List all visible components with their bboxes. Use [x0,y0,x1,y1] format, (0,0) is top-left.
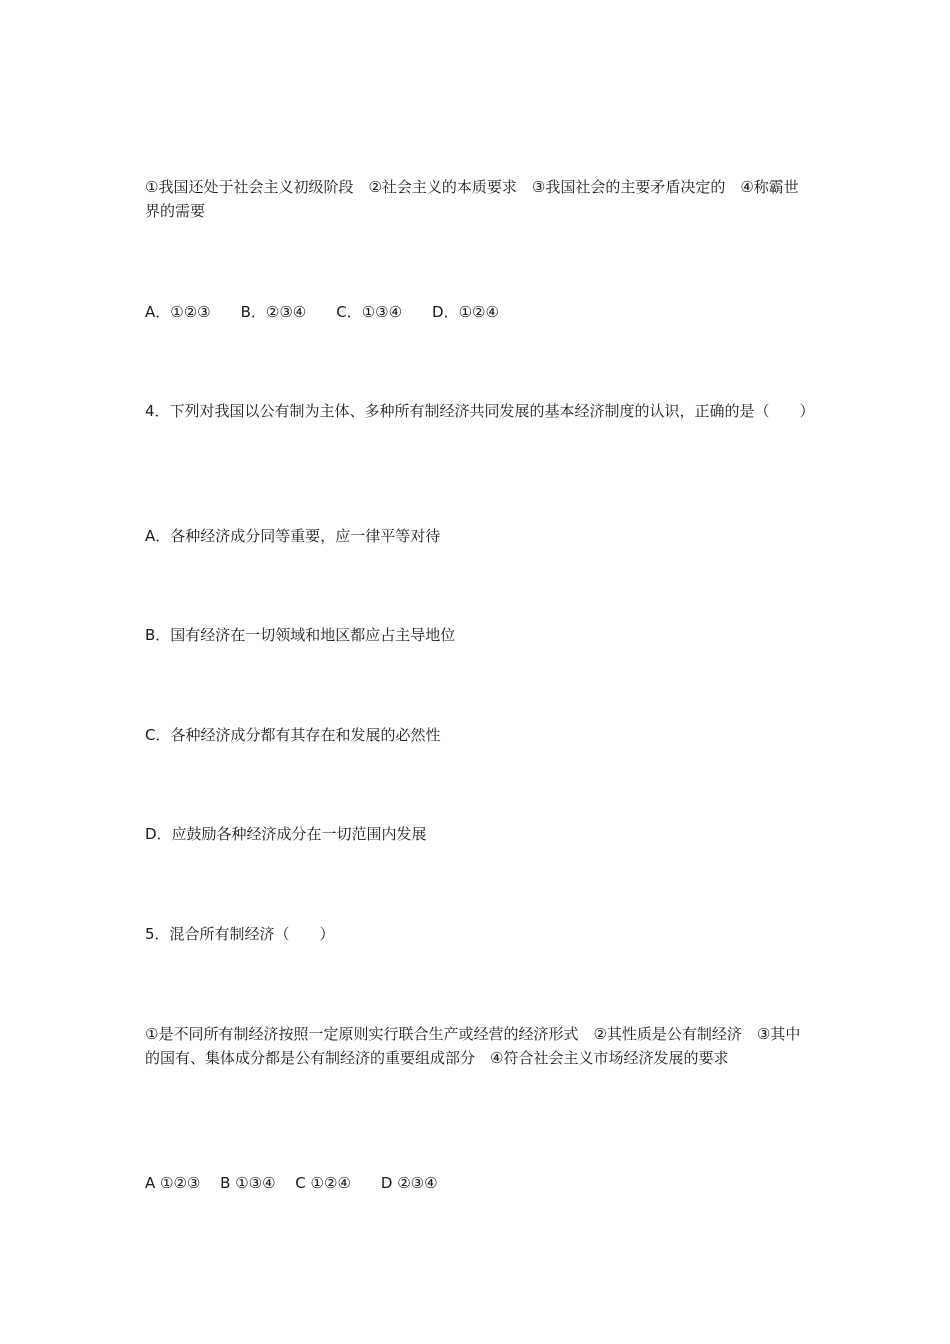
q4-option-d: D．应鼓励各种经济成分在一切范围内发展 [145,825,427,843]
q4-stem: 4．下列对我国以公有制为主体、多种所有制经济共同发展的基本经济制度的认识，正确的是（ ） [145,402,815,420]
q5-stem: 5．混合所有制经济（ ） [145,925,335,943]
q5-statements: ①是不同所有制经济按照一定原则实行联合生产或经营的经济形式 ②其性质是公有制经济 ③其中的国有、集体成分都是公有制经济的重要组成部分 ④符合社会主义市场经济发展的要求 [145,1025,801,1067]
q3-statements: ①我国还处于社会主义初级阶段 ②社会主义的本质要求 ③我国社会的主要矛盾决定的 ④称霸世界的需要 [145,178,799,220]
q5-options: A ①②③ B ①③④ C ①②④ D ②③④ [145,1174,438,1192]
q3-options: A．①②③ B．②③④ C．①③④ D．①②④ [145,303,499,321]
q4-option-c: C．各种经济成分都有其存在和发展的必然性 [145,726,441,744]
q4-option-a: A．各种经济成分同等重要，应一律平等对待 [145,527,441,545]
q4-option-b: B．国有经济在一切领域和地区都应占主导地位 [145,626,456,644]
